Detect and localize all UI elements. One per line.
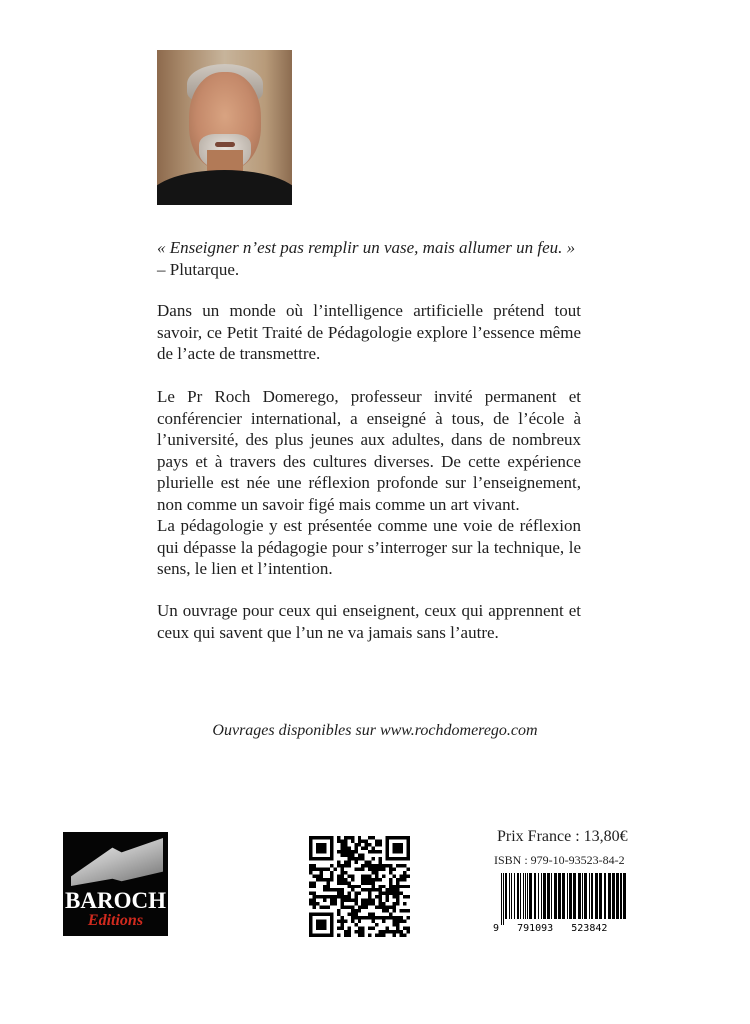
author-photo: [157, 50, 292, 205]
paragraph-closing: [157, 600, 581, 643]
barcode-digits: 9 791093 523842: [493, 923, 608, 933]
paragraph-intro: Dans un monde où l’intelligence artificielle prétend tout savoir, ce Petit Traité de Pédagologie explore l’essence même de l’acte de transmettre.: [157, 301, 581, 363]
publisher-logo: [63, 832, 168, 936]
bio-part-2: La pédagologie y est présentée comme une voie de réflexion qui dépasse la pédagogie pour s’interroger sur la technique, le sens, le lien et l’intention.: [157, 516, 581, 578]
qr-code: [309, 836, 410, 937]
open-book-icon: [71, 838, 163, 886]
closing-text: Un ouvrage pour ceux qui enseignent, ceux qui apprennent et ceux qui savent que l’un ne va jamais sans l’autre.: [157, 601, 581, 642]
epigraph-author: – Plutarque.: [157, 259, 240, 279]
availability-note: Ouvrages disponibles sur www.rochdomerego.com: [212, 722, 538, 739]
price-label: Prix France : 13,80€: [497, 828, 628, 845]
publisher-name: BAROCH: [65, 888, 166, 913]
epigraph: [157, 237, 581, 280]
isbn-barcode: [491, 873, 635, 933]
isbn-label: ISBN : 979-10-93523-84-2: [494, 853, 625, 867]
epigraph-quote: « Enseigner n’est pas remplir un vase, mais allumer un feu. »: [157, 238, 576, 257]
bio-part-1: Le Pr Roch Domerego, professeur invité permanent et conférencier international, a enseigné à tous, de l’école à l’université, des plus jeunes aux adultes, dans de nombreux pays et à travers des cultures diverses. De cette expérience plurielle est née une réflexion profonde sur l’enseignement, non comme un savoir figé mais comme un art vivant.: [157, 387, 581, 514]
publisher-subtitle: Editions: [87, 912, 144, 929]
paragraph-author-bio: [157, 386, 581, 580]
